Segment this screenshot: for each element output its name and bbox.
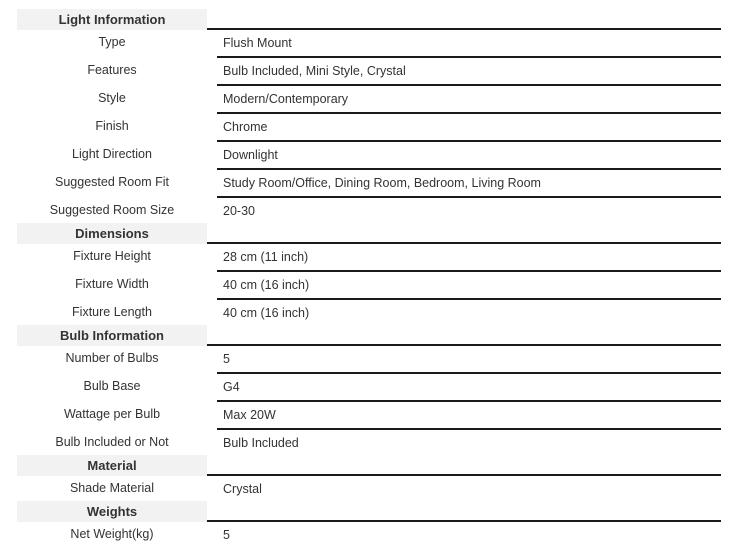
row-value-wattage-per-bulb: Max 20W	[223, 408, 276, 422]
row-label-fixture-height: Fixture Height	[73, 249, 151, 263]
row-divider	[217, 112, 721, 114]
row-divider	[217, 168, 721, 170]
row-divider	[217, 400, 721, 402]
row-divider	[217, 298, 721, 300]
row-value-bulb-base: G4	[223, 380, 240, 394]
row-label-fixture-length: Fixture Length	[72, 305, 152, 319]
row-label-bulb-included-or-not: Bulb Included or Not	[55, 435, 169, 449]
row-value-shade-material: Crystal	[223, 482, 262, 496]
row-value-finish: Chrome	[223, 120, 268, 134]
row-label-net-weight: Net Weight(kg)	[70, 527, 154, 541]
section-header-bulb-information: Bulb Information	[17, 325, 207, 346]
row-divider	[217, 270, 721, 272]
row-label-suggested-room-size: Suggested Room Size	[49, 203, 175, 217]
row-label-fixture-width: Fixture Width	[75, 277, 149, 291]
row-label-finish: Finish	[95, 119, 129, 133]
row-value-suggested-room-size: 20-30	[223, 204, 255, 218]
row-value-number-of-bulbs: 5	[223, 352, 230, 366]
section-divider	[207, 344, 721, 346]
row-value-features: Bulb Included, Mini Style, Crystal	[223, 64, 406, 78]
row-value-fixture-length: 40 cm (16 inch)	[223, 306, 310, 320]
row-value-net-weight: 5	[223, 528, 230, 542]
row-divider	[217, 140, 721, 142]
row-label-wattage-per-bulb: Wattage per Bulb	[63, 407, 161, 421]
row-divider	[217, 372, 721, 374]
row-divider	[217, 84, 721, 86]
row-label-number-of-bulbs: Number of Bulbs	[65, 351, 159, 365]
row-value-style: Modern/Contemporary	[223, 92, 349, 106]
row-label-type: Type	[98, 35, 126, 49]
row-value-fixture-height: 28 cm (11 inch)	[223, 250, 309, 264]
section-divider	[207, 242, 721, 244]
section-header-weights: Weights	[17, 501, 207, 522]
row-divider	[217, 428, 721, 430]
row-label-suggested-room-fit: Suggested Room Fit	[55, 175, 169, 189]
section-divider	[207, 520, 721, 522]
section-divider	[207, 28, 721, 30]
section-header-material: Material	[17, 455, 207, 476]
section-header-dimensions: Dimensions	[17, 223, 207, 244]
row-value-bulb-included-or-not: Bulb Included	[223, 436, 299, 450]
row-label-bulb-base: Bulb Base	[83, 379, 141, 393]
row-label-features: Features	[87, 63, 137, 77]
section-header-light-information: Light Information	[17, 9, 207, 30]
row-value-fixture-width: 40 cm (16 inch)	[223, 278, 310, 292]
row-label-shade-material: Shade Material	[69, 481, 155, 495]
row-value-suggested-room-fit: Study Room/Office, Dining Room, Bedroom, Living Room	[223, 176, 541, 190]
row-value-type: Flush Mount	[223, 36, 292, 50]
row-label-style: Style	[98, 91, 126, 105]
row-divider	[217, 56, 721, 58]
row-value-light-direction: Downlight	[223, 148, 278, 162]
row-divider	[217, 196, 721, 198]
row-label-light-direction: Light Direction	[72, 147, 152, 161]
section-divider	[207, 474, 721, 476]
